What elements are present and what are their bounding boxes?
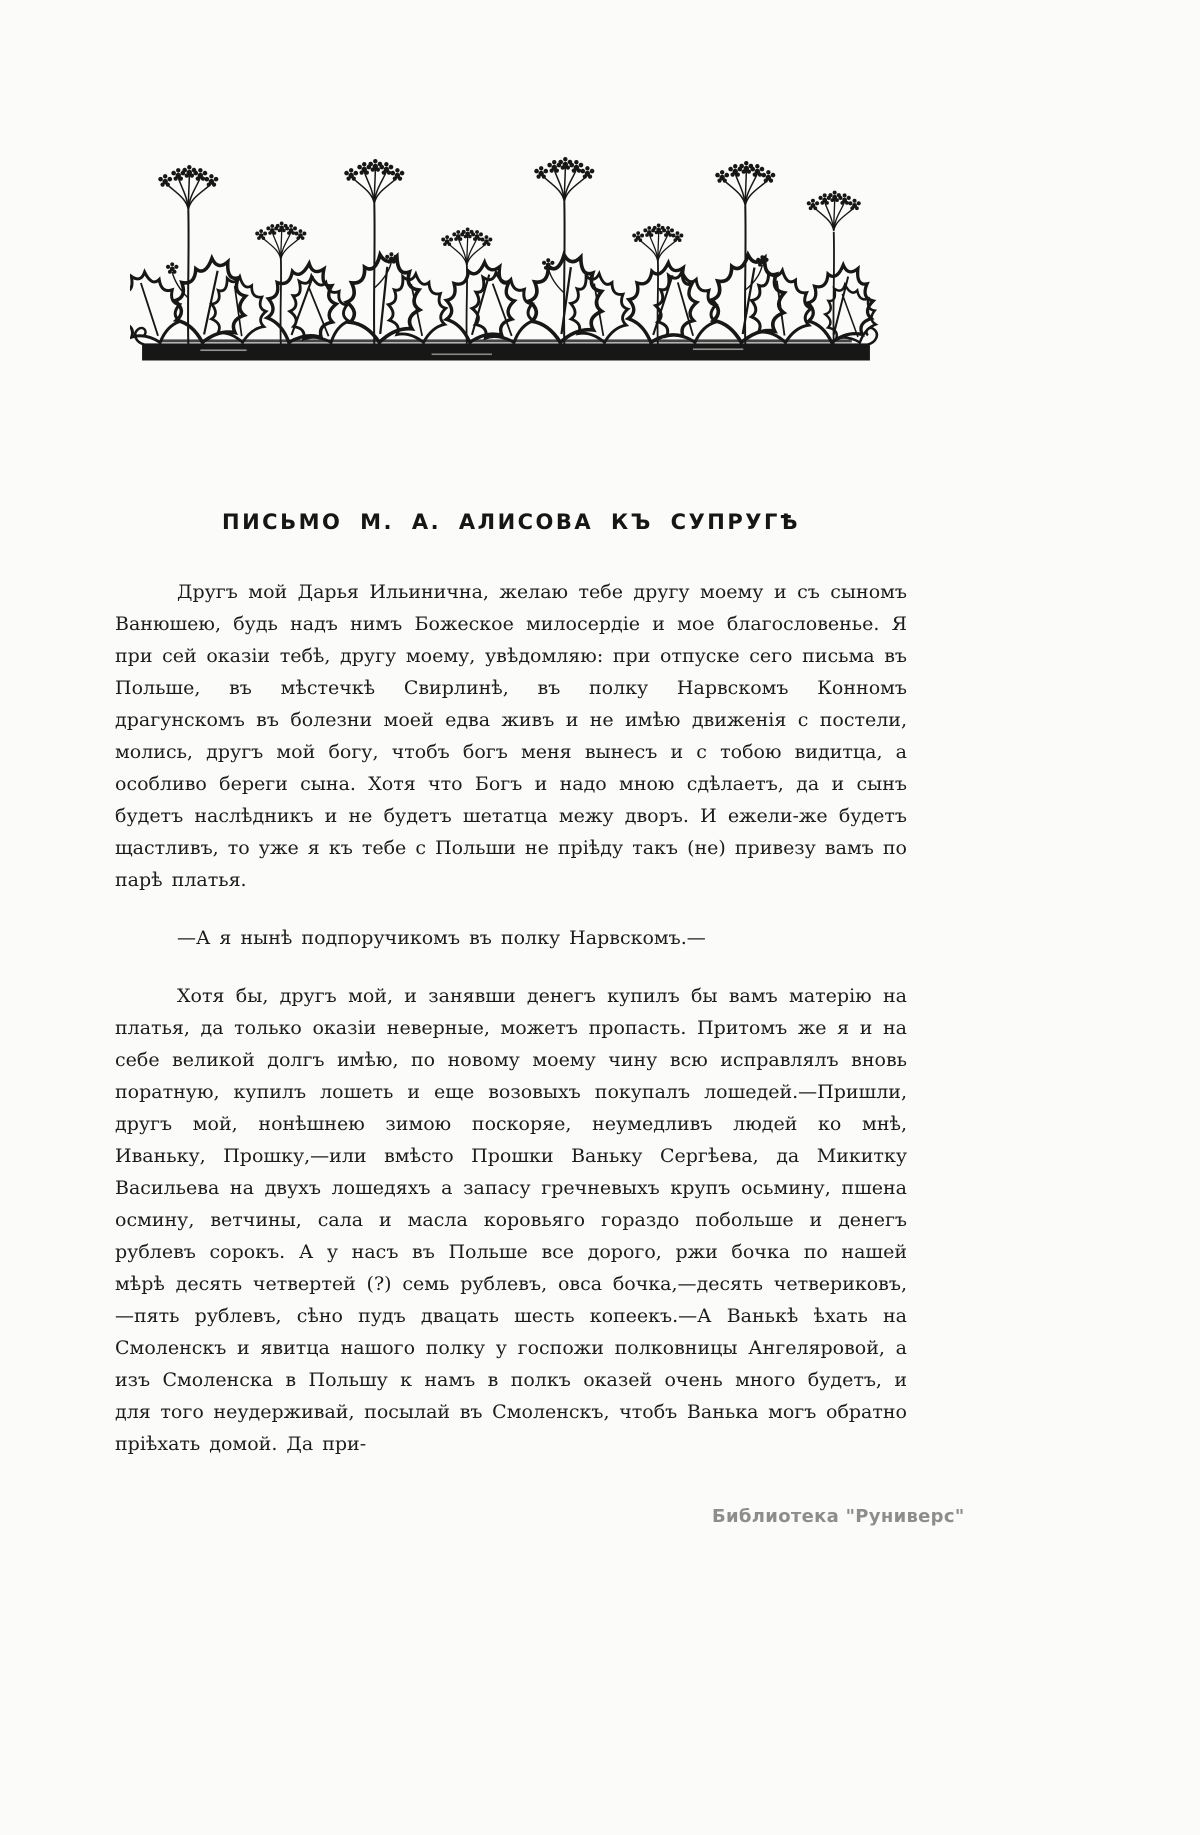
letter-paragraph-2: Хотя бы, другъ мой, и занявши денегъ купилъ бы вамъ матерію на платья, да только оказіи неверные, можетъ пропасть. Притомъ же я и на себе великой долгъ имѣю, по новому моему чину всю исправлялъ вновь поратную, купилъ лошеть и еще возовыхъ покупалъ лошедей.—Пришли, другъ мой, нонѣшнею зимою поскоряе, неумедливъ людей ко мнѣ, Иваньку, Прошку,—или вмѣсто Прошки Ваньку Сергѣева, да Микитку Васильева на двухъ лошедяхъ а запасу гречневыхъ крупъ осьмину, пшена осмину, ветчины, сала и масла коровьяго гораздо побольше и денегъ рублевъ сорокъ. А у насъ въ Польше все дорого, ржи бочка по нашей мѣрѣ десять четвертей (?) семь рублевъ, овса бочка,—десять четвериковъ,—пять рублевъ, сѣно пудъ двацать шесть копеекъ.—А Ванькѣ ѣхать на Смоленскъ и явитца нашого полку у госпожи полковницы Ангеляровой, а изъ Смоленска в Польшу к намъ в полкъ оказей очень много будетъ, и для того неудерживай, посылай въ Смоленскъ, чтобъ Ванька могъ обратно пріѣхать домой. Да при- [115, 985, 907, 1455]
text-column [115, 510, 907, 1460]
floral-ornament-icon [130, 146, 882, 388]
page-title: ПИСЬМО М. А. АЛИСОВА КЪ СУПРУГѢ [222, 510, 800, 534]
library-watermark: Библиотека "Руниверс" [712, 1506, 965, 1527]
letter-paragraph-1: Другъ мой Дарья Ильинична, желаю тебе другу моему и съ сыномъ Ванюшею, будь надъ нимъ Божеское милосердіе и мое благословенье. Я при сей оказіи тебѣ, другу моему, увѣдомляю: при отпуске сего письма въ Польше, въ мѣстечкѣ Свирлинѣ, въ полку Нарвскомъ Конномъ драгунскомъ въ болезни моей едва живъ и не имѣю движенія с постели, молись, другъ мой богу, чтобъ богъ меня вынесъ и с тобою видитца, а особливо береги сына. Хотя что Богъ и надо мною сдѣлаетъ, да и сынъ будетъ наслѣдникъ и не будетъ шетатца межу дворъ. И ежели-же будетъ щастливъ, то уже я къ тебе с Польши не пріѣду такъ (не) привезу вамъ по парѣ платья. [115, 581, 907, 891]
rank-note-line: —А я нынѣ подпоручикомъ въ полку Нарвскомъ.— [177, 927, 706, 949]
